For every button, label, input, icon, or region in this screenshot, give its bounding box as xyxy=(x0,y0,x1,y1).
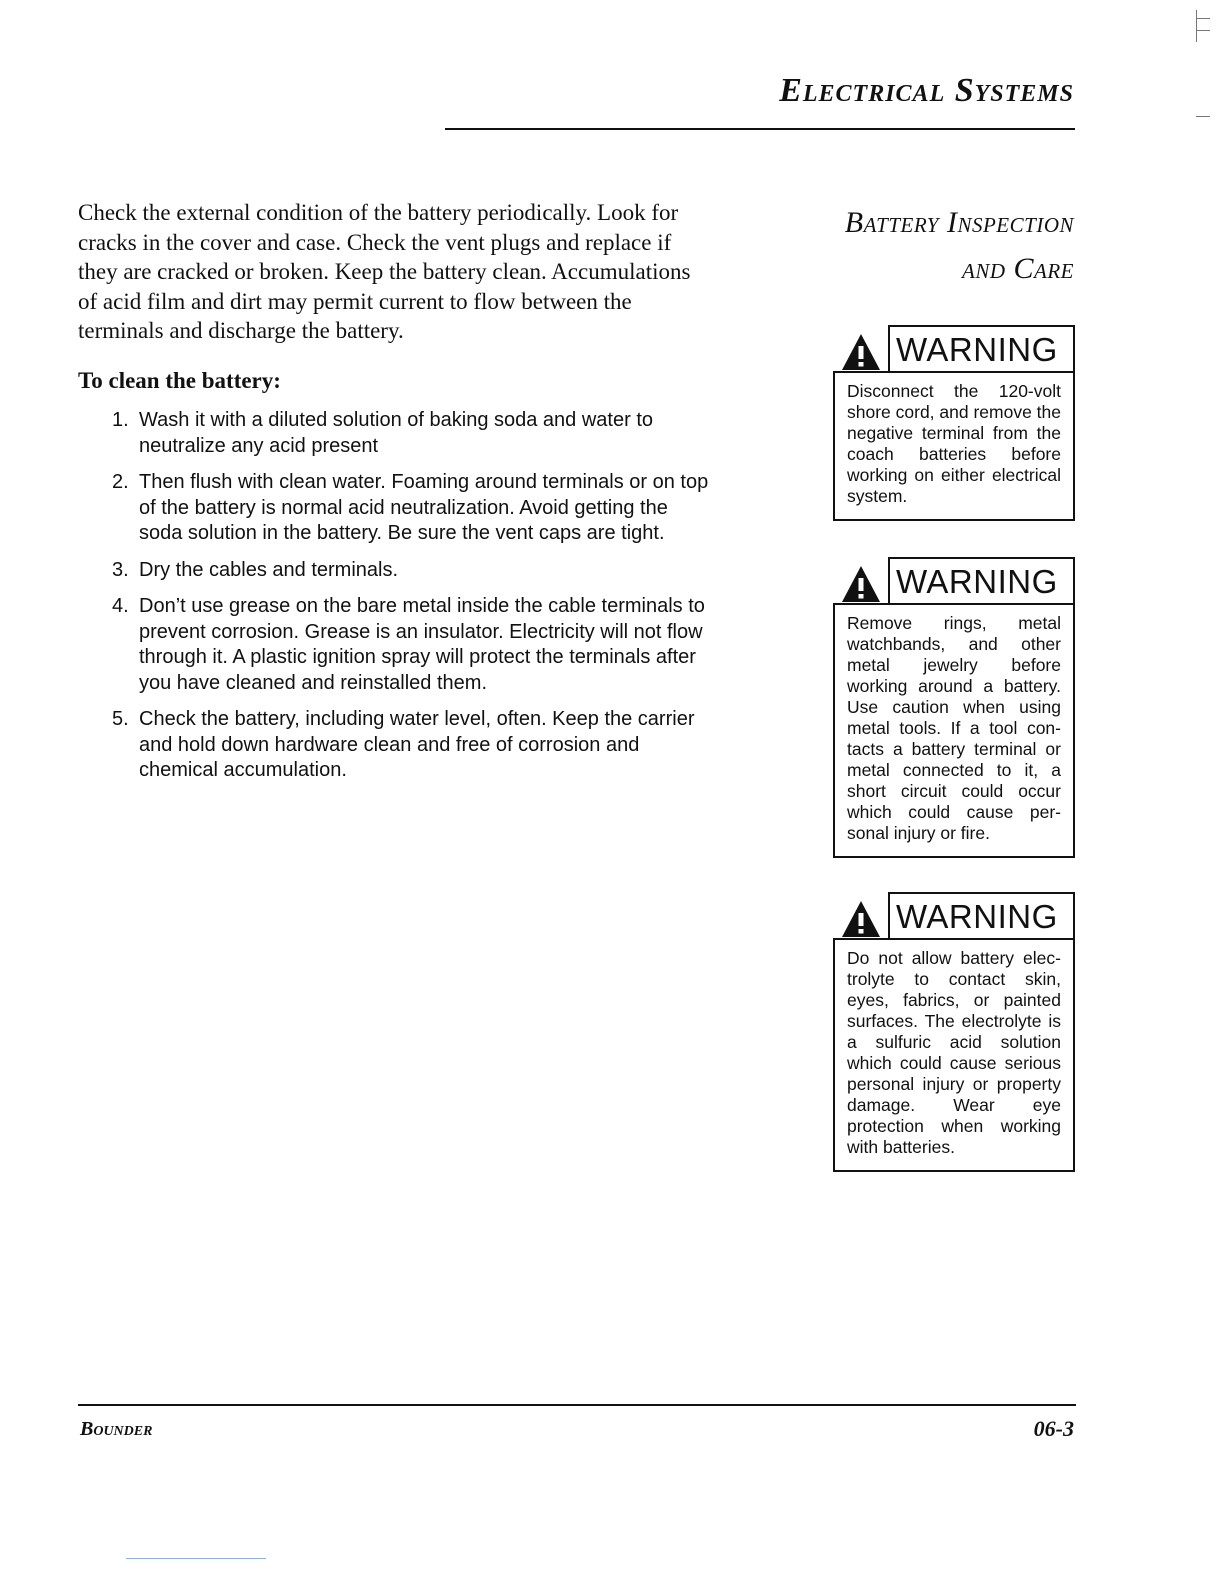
list-item: 1. Wash it with a diluted solution of baking soda and water to neutralize any acid present xyxy=(112,409,654,457)
page-header-title: Electrical Systems xyxy=(779,72,1074,109)
cleaning-steps-list xyxy=(112,408,712,795)
scan-mark xyxy=(126,1558,266,1559)
list-item: 5. Check the battery, including water level, often. Keep the carrier and hold down hardware clean and free of corrosion and chemical accumulation. xyxy=(112,708,695,781)
section-title xyxy=(845,200,1074,292)
warning-text: Remove rings, metal watchbands, and other metal jewelry before working around a battery. Use caution when using metal tools. If a tool contacts a battery terminal or metal connected to it, a short circuit could occur which could cause personal injury or fire. xyxy=(833,603,1075,858)
warning-triangle-icon xyxy=(841,565,881,603)
warning-text: Disconnect the 120-volt shore cord, and remove the negative terminal from the coach batteries before working on either electrical system. xyxy=(833,371,1075,521)
warning-text: Do not allow battery electrolyte to contact skin, eyes, fabrics, or painted surfaces. The electrolyte is a sulfuric acid solution which could cause serious personal injury or property damage. Wear eye protection when working with batteries. xyxy=(833,938,1075,1172)
scan-mark xyxy=(1196,18,1210,19)
page-number: 06-3 xyxy=(1033,1416,1074,1441)
list-item: 4. Don’t use grease on the bare metal inside the cable terminals to prevent corrosion. Grease is an insulator. Electricity will not flow through it. A plastic ignition spray will protect the terminals after you have cleaned and reinstalled them. xyxy=(112,595,705,694)
scan-mark xyxy=(1196,30,1210,31)
section-title-line-1: Battery Inspection xyxy=(844,206,1074,239)
warning-triangle-icon xyxy=(841,333,881,371)
warning-box-jewelry xyxy=(833,557,1075,858)
scan-mark xyxy=(1196,116,1210,117)
warning-box-electrolyte xyxy=(833,892,1075,1172)
header-rule xyxy=(445,128,1075,130)
warning-label: WARNING xyxy=(888,557,1075,603)
clean-battery-subhead: To clean the battery: xyxy=(78,368,281,393)
footer-brand: Bounder xyxy=(80,1418,153,1440)
section-title-line-2: and Care xyxy=(962,252,1074,285)
warning-triangle-icon xyxy=(841,900,881,938)
scan-mark xyxy=(1196,10,1197,42)
list-item: 3. Dry the cables and terminals. xyxy=(112,558,399,581)
warning-box-disconnect xyxy=(833,325,1075,521)
footer-rule xyxy=(78,1404,1076,1406)
list-item: 2. Then flush with clean water. Foaming around terminals or on top of the battery is normal acid neutralization. Avoid getting the soda solution in the battery. Be sure the vent caps are tight. xyxy=(112,471,709,544)
warning-label: WARNING xyxy=(888,325,1075,371)
warning-label: WARNING xyxy=(888,892,1075,938)
intro-paragraph: Check the external condition of the battery periodically. Look for cracks in the cover and case. Check the vent plugs and replace if they are cracked or broken. Keep the battery clean. Accumulations of acid film and dirt may permit current to flow between the terminals and discharge the battery. xyxy=(78,200,691,343)
